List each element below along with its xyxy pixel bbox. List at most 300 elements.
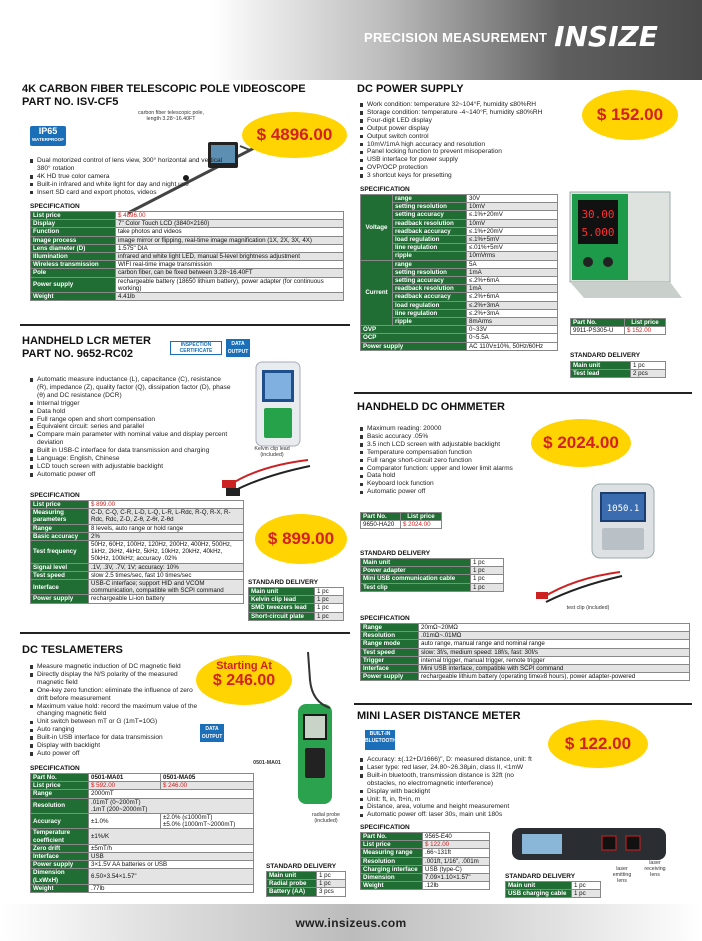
row-value: ≤.1%+20mV [467,211,558,219]
row-label: Zero drift [31,844,89,852]
lcr-title: HANDHELD LCR METER PART NO. 9652-RC02 [22,335,151,360]
row-value: 1 pc [315,612,344,620]
table-row [31,829,254,844]
feature-item: OVP/OCP protection [360,164,580,172]
group-label: Voltage [361,195,393,261]
row-value: 8 levels, auto range or hold range [89,524,244,532]
row-value: 1mA [467,268,558,276]
feature-item: Display with backlight [360,788,540,796]
feature-item: Output switch control [360,133,580,141]
row-value: AC 110V±10%, 50Hz/60Hz [467,342,558,350]
spec-label: SPECIFICATION [30,765,80,772]
row-value: 8mArms [467,318,558,326]
row-label: List price [31,212,116,220]
table-row [31,524,244,532]
row-value: 10mV [467,203,558,211]
row-value: 1 pc [572,882,601,890]
feature-item: Equivalent circuit: series and parallel [30,423,232,431]
row-label: Basic accuracy [31,532,89,540]
row-label: Range [31,524,89,532]
table-row [361,559,504,567]
delivery-label: STANDARD DELIVERY [570,352,641,359]
row-value: 1mA [467,285,558,293]
tesla-title: DC TESLAMETERS [22,644,123,656]
table-row [31,509,244,524]
table-row [31,244,344,252]
feature-item: Compare main parameter with nominal value and display percent deviation [30,431,232,447]
power-features [360,101,580,180]
table-row [361,648,690,656]
row-value: 1 pc [471,559,504,567]
table-row [361,342,558,350]
table-row [31,580,244,595]
laser-features [360,756,540,819]
table-row [31,220,344,228]
test-clip-caption: test clip (included) [566,605,610,611]
row-label: Mini USB communication cable [361,575,471,583]
row-label: Power supply [361,342,467,350]
teslameter-image [290,700,346,810]
row-label: Test speed [361,648,419,656]
row-value: $ 122.00 [423,841,490,849]
row-label: load regulation [393,301,467,309]
row-value: ≤.2%+3mA [467,309,558,317]
feature-item: 3.5 inch LCD screen with adjustable backlight [360,441,530,449]
table-row [506,882,601,890]
row-label: Test frequency [31,541,89,564]
row-value: 0~5.5A [467,334,558,342]
row-label: Range mode [361,640,419,648]
power-title: DC POWER SUPPLY [357,83,464,95]
row-value: 1 pc [471,583,504,591]
feature-item: Automatic power off: laser 30s, main unit 180s [360,811,540,819]
row-label: line regulation [393,244,467,252]
row-value: $ 4896.00 [116,212,344,220]
row-label: Radial probe [267,880,317,888]
videoscope-title: 4K CARBON FIBER TELESCOPIC POLE VIDEOSCOPE PART NO. ISV-CF5 [22,83,306,108]
row-value: 30V [467,195,558,203]
delivery-label: STANDARD DELIVERY [248,579,319,586]
feature-item: Accuracy: ±(.12+D/1666)", D: measured distance, unit: ft [360,756,540,764]
feature-item: Directly display the N/S polarity of the measured magnetic field [30,671,200,687]
row-value: rechargeable battery (18650 lithium battery), power adapter (for continuous working) [116,277,344,292]
row-label: Main unit [571,362,631,370]
row-label: Power supply [361,673,419,681]
feature-item: One-key zero function: eliminate the influence of zero drift before measurement [30,687,200,703]
feature-item: Auto power off [30,750,200,758]
table-row [31,532,244,540]
table-row [31,563,244,571]
row-label: Function [31,228,116,236]
row-value: 1 pc [315,588,344,596]
row-label: line regulation [393,309,467,317]
row-label: ripple [393,252,467,260]
table-row [506,890,601,898]
table-row [31,869,254,884]
row-value: auto range, manual range and nominal range [419,640,690,648]
lcr-features [30,376,232,479]
row-label: Main unit [249,588,315,596]
power-spec-table [360,194,558,351]
row-label: Trigger [361,656,419,664]
row-label: Short-circuit plate [249,612,315,620]
row-label: Interface [31,580,89,595]
row-label: ripple [393,318,467,326]
row-label: Main unit [361,559,471,567]
kelvin-clip-caption: Kelvin clip lead (included) [254,446,290,458]
table-row [361,334,558,342]
row-label: Test clip [361,583,471,591]
ohm-screen: 1050.1 [606,504,640,514]
ohm-features [360,425,530,496]
row-value: 3 pcs [317,888,346,896]
ohm-title: HANDHELD DC OHMMETER [357,401,505,413]
lcr-price: $ 899.00 [255,514,347,564]
feature-item: Keyboard lock function [360,480,530,488]
ohm-delivery-table [360,558,504,592]
row-label: Resolution [361,857,423,865]
row-label: Kelvin clip lead [249,596,315,604]
row-value: 2 pcs [631,370,666,378]
power-price: $ 152.00 [582,90,678,140]
table-row [361,841,490,849]
row-label: load regulation [393,236,467,244]
table-row [361,624,690,632]
table-row [571,362,666,370]
table-row [31,541,244,564]
table-row [361,640,690,648]
feature-item: Storage condition: temperature -4~140°F, humidity ≤80%RH [360,109,580,117]
row-label: Image process [31,236,116,244]
row-value: $ 899.00 [89,501,244,509]
table-row [361,833,490,841]
table-row [31,212,344,220]
row-label: readback resolution [393,285,467,293]
row-value: ≤.2%+6mA [467,277,558,285]
spec-label: SPECIFICATION [360,186,410,193]
row-label: Signal level [31,563,89,571]
feature-item: Built in USB-C interface for data transmission and charging [30,447,232,455]
row-value: .12lb [423,882,490,890]
row-value: ≤.1%+20mV [467,227,558,235]
row-label: Measuring parameters [31,509,89,524]
bluetooth-badge: BUILT-IN BLUETOOTH [365,730,395,750]
feature-item: Auto ranging [30,726,200,734]
row-value: 1 pc [471,567,504,575]
row-value: ≤.1%+5mV [467,236,558,244]
row-value: 2% [89,532,244,540]
row-label: Power adapter [361,567,471,575]
voltage-display: 30.00 [581,208,615,221]
spec-label: SPECIFICATION [360,615,410,622]
row-value: slow: 3f/s, medium speed: 18f/s, fast: 30f/s [419,648,690,656]
table-row [31,228,344,236]
feature-item: Language: English, Chinese [30,455,232,463]
table-row [361,849,490,857]
row-label: Power supply [31,595,89,603]
power-supply-image [564,186,684,308]
laser-receiving-caption: laser receiving lens [644,860,666,878]
row-value: 1 pc [317,872,346,880]
power-delivery-table [570,361,666,378]
row-value: 3×1.5V AA batteries or USB [89,861,254,869]
feature-item: Four-digit LED display [360,117,580,125]
feature-item: Built-in USB interface for data transmission [30,734,200,742]
table-row [361,583,504,591]
row-value: 6.50×3.54×1.57" [89,869,254,884]
feature-item: Temperature compensation function [360,449,530,457]
table-row [31,861,254,869]
table-row [31,236,344,244]
ohm-spec-table [360,623,690,681]
page-header [0,0,702,80]
table-row [361,857,490,865]
spec-label: SPECIFICATION [360,824,410,831]
row-label: Resolution [361,632,419,640]
laser-spec-table [360,832,490,890]
row-label: Display [31,220,116,228]
row-value: 50Hz, 60Hz, 100Hz, 120Hz, 200Hz, 400Hz, 500Hz, 1kHz, 2kHz, 4kHz, 5kHz, 10kHz, 20kHz, 40kHz, 50kHz, 100kHz; accuracy .02% [89,541,244,564]
laser-emitting-caption: laser emitting lens [612,866,632,884]
row-label: readback accuracy [393,227,467,235]
videoscope-features [30,157,230,197]
table-row [249,588,344,596]
row-value: 5A [467,260,558,268]
ip65-badge: IP65 WATERPROOF [30,126,66,146]
feature-item: Measure magnetic induction of DC magnetic field [30,663,200,671]
tesla-price: Starting At $ 246.00 [196,655,292,705]
table-row [31,501,244,509]
spec-label: SPECIFICATION [30,203,80,210]
row-label: Weight [31,293,116,301]
row-value: .01mΩ~.01MΩ [419,632,690,640]
website-url: www.insizeus.com [295,916,407,930]
table-row [31,277,344,292]
row-value: rechargeable Li-ion battery [89,595,244,603]
divider [20,324,350,326]
row-value: Mini USB interface, compatible with SCPI command [419,665,690,673]
table-row [31,261,344,269]
row-label: List price [361,841,423,849]
row-label: SMD tweezers lead [249,604,315,612]
row-value: internal trigger, manual trigger, remote trigger [419,656,690,664]
feature-item: Built-in infrared and white light for day and night use [30,181,230,189]
pole-caption: carbon fiber telescopic pole, length 3.28~16.40FT [138,110,204,122]
feature-item: Data hold [360,472,530,480]
kelvin-clip-image [218,456,318,502]
table-row [361,575,504,583]
feature-item: Maximum reading: 20000 [360,425,530,433]
row-value: ±1%/K [89,829,254,844]
table-row [361,865,490,873]
row-value: ≤.01%+5mV [467,244,558,252]
row-label: Dimension (LxWxH) [31,869,89,884]
table-row [361,874,490,882]
row-label: Wireless transmission [31,261,116,269]
page-footer [0,904,702,941]
feature-item: LCD touch screen with adjustable backlight [30,463,232,471]
row-label: List price [31,501,89,509]
feature-item: Internal trigger [30,400,232,408]
feature-item: 3 shortcut keys for presetting [360,172,580,180]
row-value: 7.09×1.10×1.57" [423,874,490,882]
table-row [361,326,558,334]
divider [354,392,692,394]
row-value: 1.575" DIA [116,244,344,252]
row-label: Dimension [361,874,423,882]
row-label: Weight [361,882,423,890]
table-row [361,882,490,890]
row-label: Measuring range [361,849,423,857]
table-row [31,269,344,277]
videoscope-price: $ 4896.00 [242,112,347,158]
row-value: ≤.2%+6mA [467,293,558,301]
feature-item: Comparator function: upper and lower limit alarms [360,465,530,473]
row-value: 1 pc [471,575,504,583]
feature-item: 10mV/1mA high accuracy and resolution [360,141,580,149]
table-row [31,884,254,892]
table-row [361,656,690,664]
row-label: Part No. [361,833,423,841]
table-row [31,844,254,852]
row-label: Charging interface [361,865,423,873]
row-label: setting accuracy [393,277,467,285]
row-label: USB charging cable [506,890,572,898]
table-row [31,293,344,301]
feature-item: Built-in bluetooth, transmission distance is 32ft (no obstacles, no electromagnetic interference) [360,772,540,788]
lcr-spec-table [30,500,244,604]
model-label: 0501-MA01 [253,760,281,766]
row-value: 7" Color Touch LCD (3840×2160) [116,220,344,228]
row-value: 1 pc [572,890,601,898]
table-row [249,612,344,620]
row-value: carbon fiber, can be fixed between 3.28~16.40FT [116,269,344,277]
table-row [361,195,558,203]
feature-item: Data hold [30,408,232,416]
row-value: rechargeable lithium battery (operating time≥8 hours), power adapter-powered [419,673,690,681]
row-label: Interface [31,853,89,861]
feature-item: Unit: ft, in, ft+in, m [360,796,540,804]
feature-item: Full range short-circuit zero function [360,457,530,465]
table-row [361,260,558,268]
tesla-delivery-table [266,871,346,897]
row-value: 0~33V [467,326,558,334]
table-row [361,567,504,575]
table-row [361,665,690,673]
row-value: USB-C interface; support HID and VCOM communication, compatible with SCPI command [89,580,244,595]
feature-item: Work condition: temperature 32~104°F, humidity ≤80%RH [360,101,580,109]
row-value: ≤.2%+3mA [467,301,558,309]
feature-item: Laser type: red laser, 24.80~26.38μin, class II, <1mW [360,764,540,772]
feature-item: Automatic power off [360,488,530,496]
ohm-price: $ 2024.00 [531,419,631,467]
row-value: 20mΩ~20MΩ [419,624,690,632]
radial-probe-caption: radial probe (included) [312,812,340,824]
feature-item: Dual motorized control of lens view, 300° horizontal and vertical 380° rotation [30,157,230,173]
feature-item: Insert SD card and export photos, videos [30,189,230,197]
feature-item: Panel locking function to prevent misoperation [360,148,580,156]
row-label: readback resolution [393,219,467,227]
row-label: Main unit [506,882,572,890]
tesla-spec-table: Part No. 0501-MA01 0501-MA05 List price $ 592.00 $ 246.00 Range 2000mT Resolution .01mT (0~200mT) .1mT (200~2000mT) Accuracy ±1.0% ±2.0% (≤1000mT) ±5.0% (1000mT~2000mT) Temperature coefficient ±1%/K Zero drift ±5mT/h Interface USB Power supply 3×1.5V AA batteries or USB Dimension (LxWxH) 6.50×3.54×1.57" Weight .77lb [30,773,254,893]
feature-item: Full range open and short compensation [30,416,232,424]
row-label: range [393,260,467,268]
tesla-features [30,663,200,758]
row-value: 4.41lb [116,293,344,301]
row-value: WIFI real-time image transmission [116,261,344,269]
divider [354,703,692,705]
row-value: ±5mT/h [89,844,254,852]
row-value: 1 pc [317,880,346,888]
feature-item: Automatic power off [30,471,232,479]
row-value: infrared and white light LED, manual 5-level brightness adjustment [116,253,344,261]
table-row [31,571,244,579]
row-label: Pole [31,269,116,277]
table-row [249,604,344,612]
row-value: C-D, C-Q, C-R, L-D, L-Q, L-R, L-Rdc, R-Q, R-X, R-Rdc, Rdc, Z-D, Z-θ, Z-θr, Z-θd [89,509,244,524]
row-value: 1 pc [315,596,344,604]
feature-item: Unit switch between mT or G (1mT=10G) [30,718,200,726]
table-row [267,872,346,880]
radial-probe-image [300,650,340,710]
feature-item: Output power display [360,125,580,133]
row-value: 1 pc [315,604,344,612]
row-value: 1 pc [631,362,666,370]
row-label: Power supply [31,277,116,292]
row-label: Interface [361,665,419,673]
ohmmeter-image [582,480,664,560]
row-value: USB (type-C) [423,865,490,873]
feature-item: Display with backlight [30,742,200,750]
data-output-badge: DATA OUTPUT [227,341,249,355]
table-row [31,595,244,603]
row-label: Temperature coefficient [31,829,89,844]
test-clip-image [534,568,624,604]
table-row [361,632,690,640]
row-label: Range [361,624,419,632]
row-label: setting resolution [393,203,467,211]
row-value: .66~131ft [423,849,490,857]
row-value: image mirror or flipping, real-time image magnification (1X, 2X, 3X, 4X) [116,236,344,244]
table-row [267,888,346,896]
row-value: 10mV [467,219,558,227]
divider [20,632,350,634]
data-output-badge: DATA OUTPUT [201,726,223,740]
delivery-label: STANDARD DELIVERY [505,873,576,880]
row-label: Lens diameter (D) [31,244,116,252]
row-label: Weight [31,884,89,892]
delivery-label: STANDARD DELIVERY [266,863,337,870]
videoscope-spec-table [30,211,344,301]
table-row [571,370,666,378]
spec-label: SPECIFICATION [30,492,80,499]
laser-title: MINI LASER DISTANCE METER [357,710,521,722]
row-label: OVP [361,326,467,334]
table-row [249,596,344,604]
row-label: Battery (AA) [267,888,317,896]
feature-item: Maximum value hold: record the maximum value of the changing magnetic field [30,703,200,719]
row-label: setting accuracy [393,211,467,219]
group-label: Current [361,260,393,326]
row-label: OCP [361,334,467,342]
table-row [267,880,346,888]
row-value: take photos and videos [116,228,344,236]
laser-price: $ 122.00 [548,720,648,768]
row-label: range [393,195,467,203]
feature-item: Automatic measure inductance (L), capacitance (C), resistance (R), impedance (Z), quality factor (Q), dissipation factor (D), phase (θ) and DC resistance (DCR) [30,376,232,400]
row-label: Power supply [31,861,89,869]
row-label: Test speed [31,571,89,579]
